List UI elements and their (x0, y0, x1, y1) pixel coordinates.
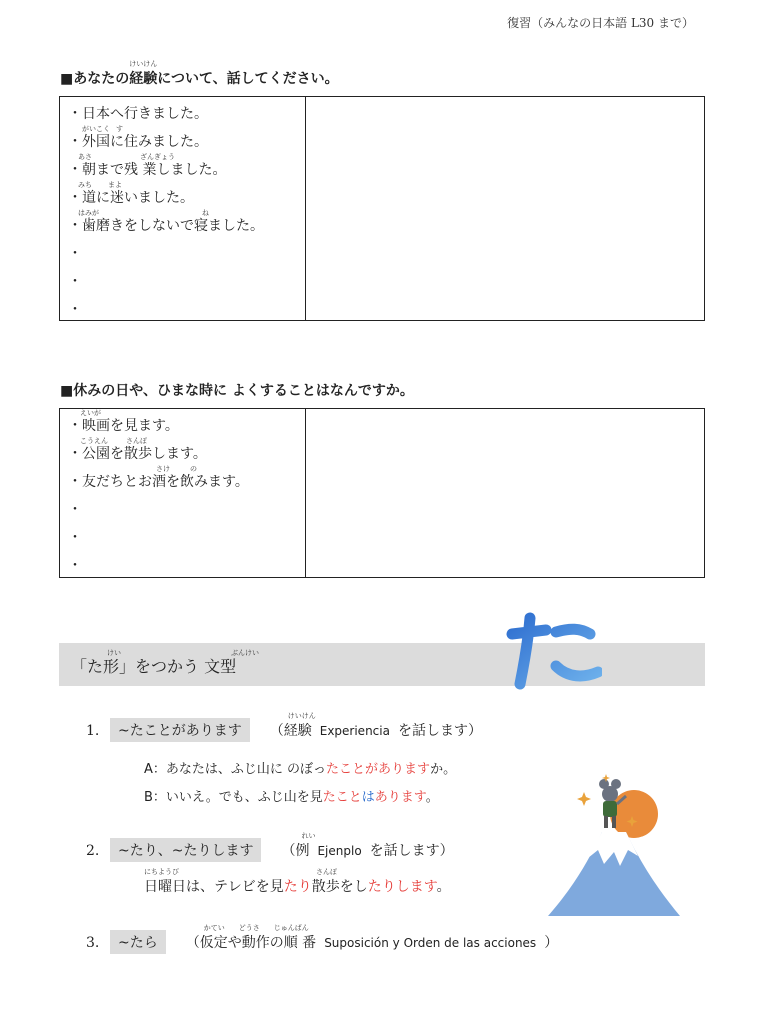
ruby-annotation: えいが (80, 409, 101, 417)
experience-item-text: ・ (68, 302, 82, 318)
hobby-item (68, 523, 305, 551)
experience-item (68, 183, 305, 211)
pattern-1: 1. ~たことがあります けいけん （経験 Experiencia を話します） (86, 718, 482, 742)
ruby-annotation: さんぽ (126, 437, 147, 445)
experience-item-text: ・朝まで残 業しました。 (68, 162, 227, 178)
pattern-1-label: ~たことがあります (110, 718, 250, 742)
section2-list (60, 409, 306, 577)
ruby-annotation: がいこく (82, 125, 110, 133)
header-note: 復習（みんなの日本語 L30 まで） (507, 16, 694, 30)
ta-brush-character-icon (506, 612, 602, 690)
experience-item-text: ・日本へ行きました。 (68, 106, 208, 122)
ruby-annotation: こうえん (80, 437, 108, 445)
example-1a: A：あなたは、ふじ山に のぼったことがありますか。 (144, 762, 457, 777)
hobby-item-text: ・公園を散歩します。 (68, 446, 207, 462)
ruby-annotation: の (190, 465, 197, 473)
experience-item-text: ・道に迷いました。 (68, 190, 194, 206)
pattern-3: 3. ~たら かてい どうさ じゅんばん （仮定や動作の順 番 Suposición y Orden de las acciones ） (86, 930, 558, 954)
example-2: にちようび さんぽ 日曜日は、テレビを見たり散歩をしたりします。 (144, 868, 451, 895)
hobby-item (68, 411, 305, 439)
experience-item (68, 295, 305, 323)
ruby-annotation: まよ (108, 181, 122, 189)
hobby-item-text: ・友だちとお酒を飲みます。 (68, 474, 249, 490)
section2-answer-area[interactable] (306, 409, 704, 577)
experience-item-text: ・ (68, 274, 82, 290)
experience-item-text: ・ (68, 246, 82, 262)
hobby-item (68, 495, 305, 523)
ruby-annotation: さけ (156, 465, 170, 473)
section2-title: ■休みの日や、ひまな時に よくすることはなんですか。 (60, 383, 414, 399)
ruby-annotation: ね (202, 209, 209, 217)
experience-item (68, 127, 305, 155)
section1-title: ■あなたの けいけん 経験について、話してください。 (60, 60, 339, 87)
experience-item-text: ・歯磨きをしないで寝ました。 (68, 218, 264, 234)
mount-fuji-illustration (544, 766, 684, 924)
hobby-item (68, 439, 305, 467)
experience-item (68, 99, 305, 127)
section1-title-kanji: 経験 (129, 71, 158, 87)
experience-item (68, 267, 305, 295)
pattern-3-label: ~たら (110, 930, 166, 954)
experience-item-text: ・外国に住みました。 (68, 134, 208, 150)
hobby-item-text: ・ (68, 502, 82, 518)
ruby-annotation: はみが (78, 209, 99, 217)
experience-item (68, 211, 305, 239)
hobby-item-text: ・ (68, 530, 82, 546)
section2-table (59, 408, 705, 578)
section1-list (60, 97, 306, 320)
pattern-2: 2. ~たり、~たりします れい （例 Ejenplo を話します） (86, 838, 454, 862)
ruby-annotation: みち (78, 181, 92, 189)
example-1b: B：いいえ。でも、ふじ山を見たことはあります。 (144, 790, 439, 805)
svg-text:た: た (554, 688, 555, 689)
section1-table (59, 96, 705, 321)
grammar-banner: けい ぶんけい 「た形」をつかう 文型 (59, 643, 705, 686)
section1-answer-area[interactable] (306, 97, 704, 320)
ruby-annotation: あさ (78, 153, 92, 161)
experience-item (68, 239, 305, 267)
banner-title: 「た形」をつかう 文型 (71, 657, 237, 676)
hobby-item-text: ・ (68, 558, 82, 574)
pattern-2-label: ~たり、~たりします (110, 838, 261, 862)
hobby-item (68, 551, 305, 579)
ruby-annotation: す (116, 125, 123, 133)
hobby-item-text: ・映画を見ます。 (68, 418, 179, 434)
hobby-item (68, 467, 305, 495)
ruby-annotation: ざんぎょう (140, 153, 175, 161)
experience-item (68, 155, 305, 183)
